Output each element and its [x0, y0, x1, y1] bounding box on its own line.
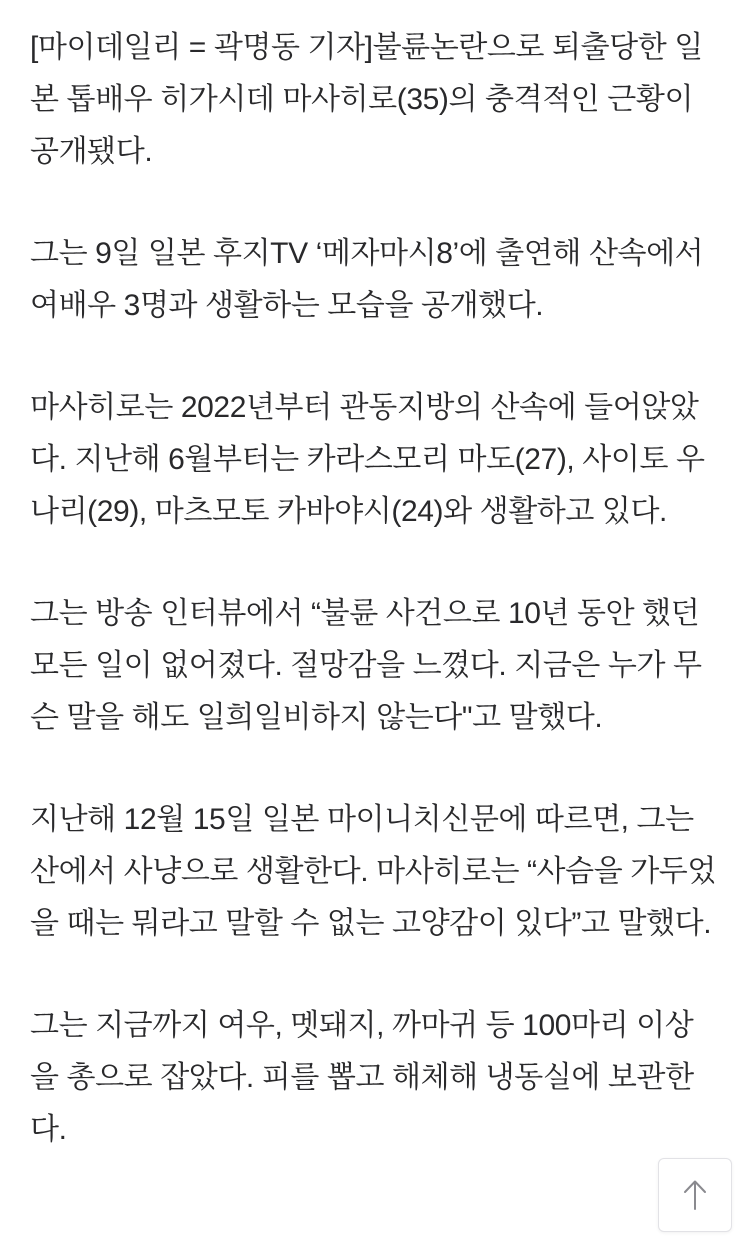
arrow-up-icon — [680, 1178, 710, 1212]
article-paragraph: 그는 방송 인터뷰에서 “불륜 사건으로 10년 동안 했던 모든 일이 없어졌다. 절망감을 느꼈다. 지금은 누가 무슨 말을 해도 일희일비하지 않는다"고 말했다. — [30, 597, 702, 734]
article-paragraph: 마사히로는 2022년부터 관동지방의 산속에 들어앉았다. 지난해 6월부터는 카라스모리 마도(27), 사이토 우나리(29), 마츠모토 카바야시(24)와 생활하고 있다. — [30, 391, 705, 528]
article-paragraph: 지난해 12월 15일 일본 마이니치신문에 따르면, 그는 산에서 사냥으로 생활한다. 마사히로는 “사슴을 가두었을 때는 뭐라고 말할 수 없는 고양감이 있다”고 말했다. — [30, 803, 716, 940]
article-paragraph: 그는 지금까지 여우, 멧돼지, 까마귀 등 100마리 이상을 총으로 잡았다. 피를 뽑고 해체해 냉동실에 보관한다. — [30, 1009, 694, 1146]
scroll-to-top-button[interactable] — [658, 1158, 732, 1232]
article-paragraph: 그는 9일 일본 후지TV ‘메자마시8’에 출연해 산속에서 여배우 3명과 생활하는 모습을 공개했다. — [30, 237, 704, 322]
article-paragraph: [마이데일리 = 곽명동 기자]불륜논란으로 퇴출당한 일본 톱배우 히가시데 마사히로(35)의 충격적인 근황이 공개됐다. — [30, 31, 703, 168]
